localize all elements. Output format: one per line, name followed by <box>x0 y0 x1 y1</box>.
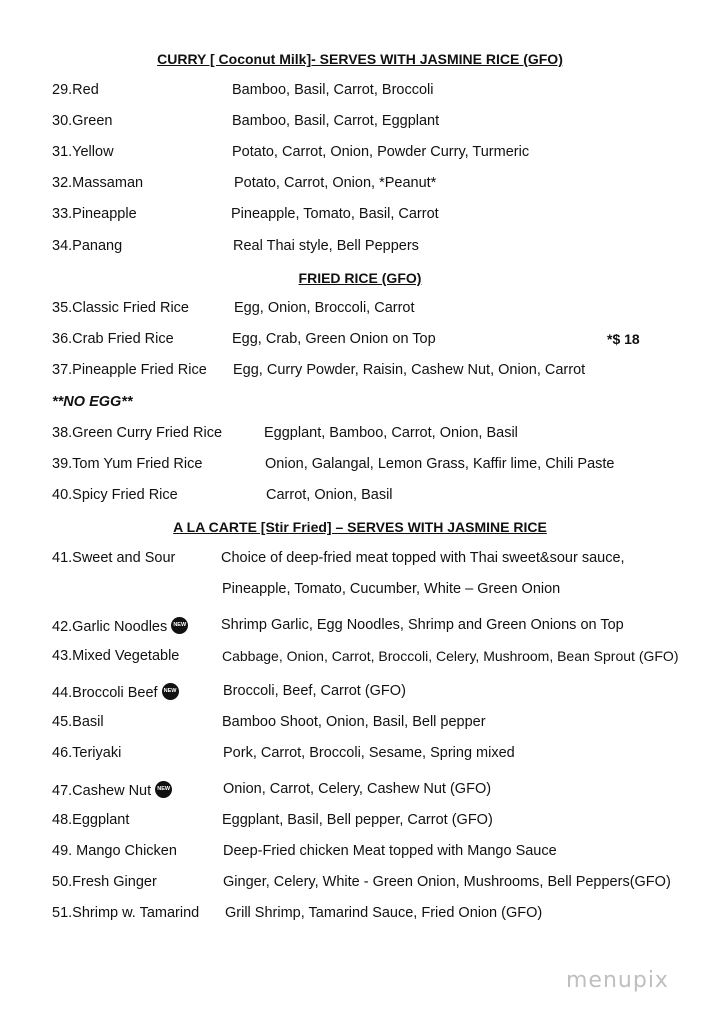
item-description: Potato, Carrot, Onion, *Peanut* <box>234 175 437 191</box>
menu-item <box>0 812 720 834</box>
item-name: 30.Green <box>52 113 113 129</box>
item-description: Egg, Crab, Green Onion on Top <box>232 331 436 347</box>
item-name: 40.Spicy Fried Rice <box>52 487 178 503</box>
menu-item <box>0 648 720 670</box>
menu-item <box>0 331 720 353</box>
item-description: Eggplant, Bamboo, Carrot, Onion, Basil <box>264 425 518 441</box>
item-description-line2: Pineapple, Tomato, Cucumber, White – Green Onion <box>222 581 561 597</box>
menu-item <box>0 425 720 447</box>
menu-item <box>0 683 720 705</box>
item-name: 46.Teriyaki <box>52 745 122 761</box>
item-description: Cabbage, Onion, Carrot, Broccoli, Celery, Mushroom, Bean Sprout (GFO) <box>222 648 679 664</box>
item-description: Potato, Carrot, Onion, Powder Curry, Turmeric <box>232 144 530 160</box>
fried-rice-section-title: FRIED RICE (GFO) <box>298 270 422 286</box>
menu-item <box>0 745 720 767</box>
item-name: 35.Classic Fried Rice <box>52 300 189 316</box>
menu-item <box>0 905 720 927</box>
new-badge-icon: NEW <box>155 781 172 798</box>
menu-item-continued <box>0 581 720 603</box>
item-name: 42.Garlic Noodles <box>52 619 168 635</box>
item-description: Bamboo, Basil, Carrot, Broccoli <box>232 82 434 98</box>
item-description: Real Thai style, Bell Peppers <box>233 238 419 254</box>
curry-section-title: CURRY [ Coconut Milk]- SERVES WITH JASMINE RICE (GFO) <box>157 51 563 67</box>
item-description: Choice of deep-fried meat topped with Thai sweet&sour sauce, <box>221 550 625 566</box>
menu-item <box>0 487 720 509</box>
item-name: 48.Eggplant <box>52 812 130 828</box>
item-description: Deep-Fried chicken Meat topped with Mango Sauce <box>223 843 557 859</box>
item-name: 39.Tom Yum Fried Rice <box>52 456 203 472</box>
menu-item <box>0 206 720 228</box>
item-description: Egg, Onion, Broccoli, Carrot <box>234 300 415 316</box>
item-description: Pork, Carrot, Broccoli, Sesame, Spring mixed <box>223 745 515 761</box>
item-name: 37.Pineapple Fried Rice <box>52 362 207 378</box>
item-description: Onion, Galangal, Lemon Grass, Kaffir lime, Chili Paste <box>265 456 615 472</box>
item-description: Onion, Carrot, Celery, Cashew Nut (GFO) <box>223 781 492 797</box>
item-name: 49. Mango Chicken <box>52 843 177 859</box>
menu-item <box>0 843 720 865</box>
menu-item <box>0 617 720 639</box>
menu-item <box>0 238 720 260</box>
item-name: 31.Yellow <box>52 144 114 160</box>
no-egg-note: **NO EGG** <box>52 394 133 410</box>
menu-item <box>0 82 720 104</box>
item-name: 38.Green Curry Fried Rice <box>52 425 223 441</box>
new-badge-icon: NEW <box>162 683 179 700</box>
menu-item <box>0 550 720 572</box>
item-name: 29.Red <box>52 82 99 98</box>
alacarte-section-title: A LA CARTE [Stir Fried] – SERVES WITH JASMINE RICE <box>173 519 547 535</box>
item-description: Eggplant, Basil, Bell pepper, Carrot (GFO) <box>222 812 493 828</box>
new-badge-icon: NEW <box>171 617 188 634</box>
item-name: 33.Pineapple <box>52 206 137 222</box>
menu-item <box>0 781 720 803</box>
menu-item <box>0 144 720 166</box>
menu-item <box>0 362 720 384</box>
item-name: 47.Cashew Nut <box>52 783 152 799</box>
item-name: 45.Basil <box>52 714 104 730</box>
item-description: Shrimp Garlic, Egg Noodles, Shrimp and Green Onions on Top <box>221 617 624 633</box>
item-description: Egg, Curry Powder, Raisin, Cashew Nut, Onion, Carrot <box>233 362 586 378</box>
item-name: 36.Crab Fried Rice <box>52 331 174 347</box>
item-description: Bamboo, Basil, Carrot, Eggplant <box>232 113 440 129</box>
item-name: 32.Massaman <box>52 175 144 191</box>
item-description: Grill Shrimp, Tamarind Sauce, Fried Onion (GFO) <box>225 905 543 921</box>
item-name: 51.Shrimp w. Tamarind <box>52 905 200 921</box>
item-name: 50.Fresh Ginger <box>52 874 157 890</box>
menu-item <box>0 113 720 135</box>
menu-item <box>0 456 720 478</box>
menupix-watermark: menupix <box>566 968 669 993</box>
item-name: 43.Mixed Vegetable <box>52 648 180 664</box>
item-name: 34.Panang <box>52 238 123 254</box>
item-description: Ginger, Celery, White - Green Onion, Mushrooms, Bell Peppers(GFO) <box>223 874 671 890</box>
menu-item <box>0 714 720 736</box>
item-name: 41.Sweet and Sour <box>52 550 176 566</box>
item-description: Pineapple, Tomato, Basil, Carrot <box>231 206 439 222</box>
item-name: 44.Broccoli Beef <box>52 685 158 701</box>
item-description: Carrot, Onion, Basil <box>266 487 393 503</box>
menu-item <box>0 175 720 197</box>
menu-item <box>0 874 720 896</box>
menu-item <box>0 300 720 322</box>
item-description: Broccoli, Beef, Carrot (GFO) <box>223 683 406 699</box>
item-price: *$ 18 <box>607 331 640 347</box>
item-description: Bamboo Shoot, Onion, Basil, Bell pepper <box>222 714 486 730</box>
